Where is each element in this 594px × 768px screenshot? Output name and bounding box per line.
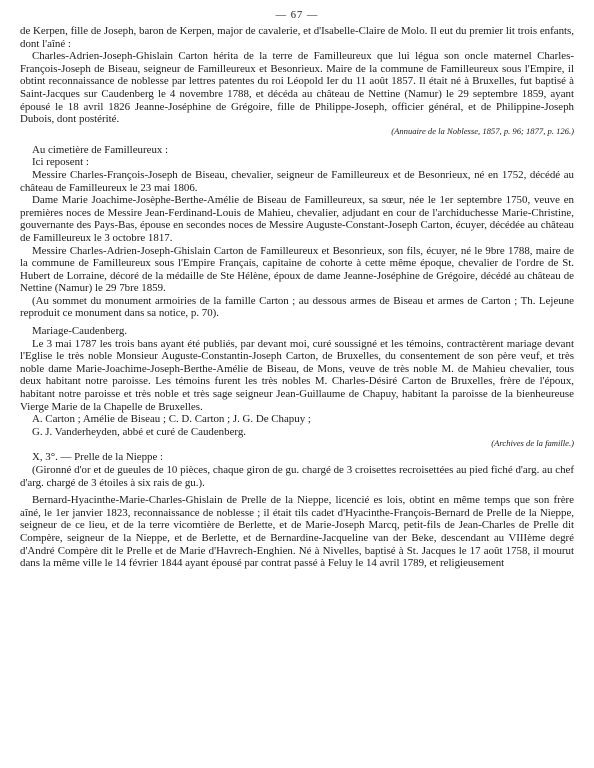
paragraph: G. J. Vanderheyden, abbé et curé de Caudenberg. [32, 425, 247, 438]
source-citation: (Annuaire de la Noblesse, 1857, p. 96; 1877, p. 126.) [391, 125, 574, 136]
source-citation: (Archives de la famille.) [491, 438, 574, 449]
document-body [20, 25, 574, 570]
paragraph: (Gironné d'or et de gueules de 10 pièces, chaque giron de gu. chargé de 3 croisettes recroisettées au pied fiché d'arg. au chef d'arg. chargé de 3 étoiles à six rais de gu.). [20, 464, 574, 489]
paragraph: Charles-Adrien-Joseph-Ghislain Carton hérita de la terre de Familleureux que lui légua son oncle maternel Charles-François-Joseph de Biseau, seigneur de Familleureux et Besonrieux. Maire de la commune de Familleureux sous l'Empire, il obtint reconnaissance de noblesse par lettres patentes du roi Léopold Ier du 11 août 1857. Il était né à Bruxelles, fut baptisé à Saint-Jacques sur Caudenberg le 4 novembre 1788, et décéda au château de Nettine (Namur) le 29 septembre 1859, ayant épousé le 18 avril 1826 Jeanne-Joséphine de Grégoire, fille de Philippe-Joseph, officier général, et de Philippine-Joseph Dubois, dont postérité. [20, 50, 574, 126]
paragraph: Mariage-Caudenberg. [32, 325, 128, 338]
paragraph: Dame Marie Joachime-Josèphe-Berthe-Amélie de Biseau de Familleureux, sa sœur, née le 1er septembre 1750, veuve en premières noces de Messire Jean-Ferdinand-Louis de Mahieu, chevalier, adjudant en cour de l'archiduchesse Marie-Christine, gouvernante des Pays-Bas, épouse en secondes noces de Messire Auguste-Constant-Joseph Carton, écuyer, décédée au château de Familleureux le 3 octobre 1817. [20, 194, 574, 244]
paragraph: Ici reposent : [32, 156, 89, 169]
paragraph: X, 3°. — Prelle de la Nieppe : [32, 451, 164, 464]
paragraph: Au cimetière de Familleureux : [32, 143, 169, 156]
paragraph: A. Carton ; Amélie de Biseau ; C. D. Carton ; J. G. De Chapuy ; [32, 413, 311, 426]
page-number: — 67 — [275, 10, 319, 21]
paragraph: Le 3 mai 1787 les trois bans ayant été publiés, par devant moi, curé soussigné et les témoins, contractèrent mariage devant l'Eglise le très noble Monsieur Auguste-Constantin-Joseph Carton, de Bruxelles, du consentement de son père veuf, et très noble dame Marie-Joachime-Joseph-Berthe-Amélie de Biseau, de Mons, veuve de très noble M. de Mahieu chevalier, tous deux habitant notre paroisse. Les témoins furent les très nobles M. Charles-Désiré Carton de Bruxelles, frère de l'époux, habitant notre paroisse et très noble et très sage seigneur Jean-Guillaume de Chapuy, habitant la paroisse de la bienheureuse Vierge Marie de la Chapelle de Bruxelles. [20, 337, 574, 413]
paragraph: Messire Charles-Adrien-Joseph-Ghislain Carton de Familleureux et Besonrieux, son fils, écuyer, né le 9bre 1788, maire de la commune de Familleureux sous l'Empire Français, capitaine de cohorte à cette même époque, chevalier de l'ordre de St. Hubert de Lorraine, décoré de la médaille de Ste Hélène, époux de dame Jeanne-Joséphine de Grégoire, décédé au château de Nettine (Namur) le 29 7bre 1859. [20, 244, 574, 295]
paragraph: (Au sommet du monument armoiries de la famille Carton ; au dessous armes de Biseau et armes de Carton ; Th. Lejeune reproduit ce monument dans sa notice, p. 70). [20, 294, 574, 320]
paragraph: de Kerpen, fille de Joseph, baron de Kerpen, major de cavalerie, et d'Isabelle-Claire de Molo. Il eut du premier lit trois enfants, dont l'aîné : [20, 25, 574, 50]
paragraph: Bernard-Hyacinthe-Marie-Charles-Ghislain de Prelle de la Nieppe, licencié es lois, obtint en même temps que son frère aîné, le 1er janvier 1823, reconnaissance de noblesse ; il était tils cadet d'Hyacinthe-François-Bernard de Prelle de la Nieppe, seigneur de ce lieu, et de la terre vicomtière de Berlette, et de Marie-Joseph Marcq, petit-fils de Jean-Charles de Prelle dit Compère, seigneur de la Nieppe, et de Berlette, et de Bernardine-Jacqueline van der Beke, descendant au VIIIème degré d'André Compère dit le Prelle et de Marie d'Havrech-Enghien. Né à Nivelles, baptisé à St. Jacques le 17 août 1758, il mourut dans la même ville le 14 février 1844 ayant épousé par contrat passé à Feluy le 14 avril 1789, et religieusement [20, 494, 574, 570]
paragraph: Messire Charles-François-Joseph de Biseau, chevalier, seigneur de Familleureux et de Besonrieux, né en 1752, décédé au château de Familleureux le 23 mai 1806. [20, 168, 574, 194]
